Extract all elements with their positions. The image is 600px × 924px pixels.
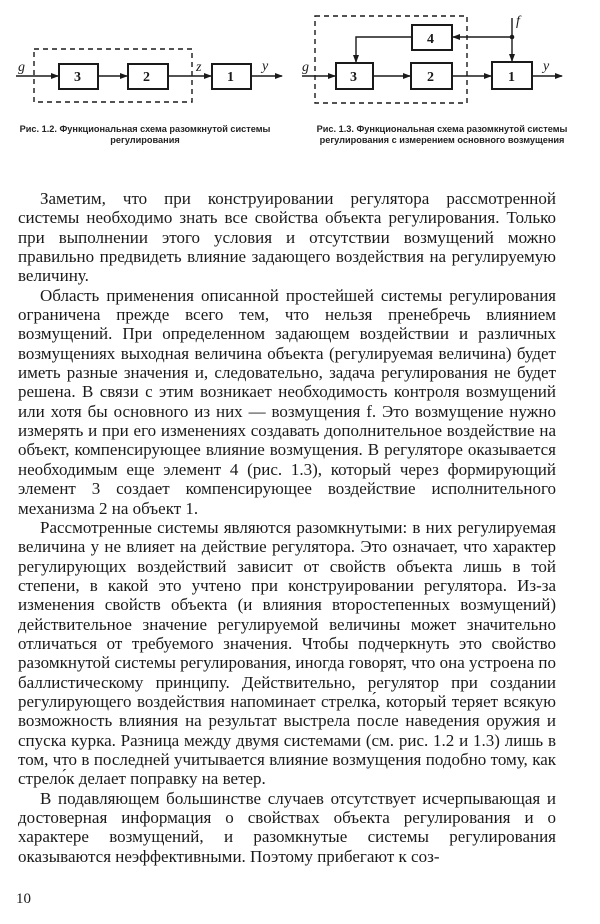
paragraph: Рассмотренные системы являются разомкнутыми: в них регулируемая величина y не влияет на действие регулятора. Это означает, что характер регулирующих воздействий зависит от свойств объекта лишь в той степени, в какой это учтено при конструировании регулятора. Из-за изменения свойств объекта (и влияния второстепенных возмущений) действительное значение регулируемой величины может значительно отличаться от требуемого значения. Чтобы подчеркнуть это свойство разомкнутой системы регулирования, иногда говорят, что она устроена по баллистическому принципу. Действительно, регулятор при создании регулирующего воздействия напоминает стрелка́, который теряет всякую возможность влияния на результат выстрела после наведения оружия и спуска курка. Разница между двумя системами (см. рис. 1.2 и 1.3) лишь в том, что в последней учитывается влияние возмущения подобно тому, как стрело́к делает поправку на ветер. (18, 517, 556, 789)
fig12-block3-label: 3 (74, 70, 81, 85)
fig12-output-label: y (262, 59, 269, 74)
paragraph: В подавляющем большинстве случаев отсутствует исчерпывающая и достоверная информация о свойствах объекта регулирования и о характере возмущений, и разомкнутые системы регулирования оказываются неэффективными. Поэтому прибегают к соз- (18, 788, 556, 866)
fig12-input-label: g (18, 60, 25, 75)
figure-1-2-caption: Рис. 1.2. Функциональная схема разомкнутой системы регулирования (19, 124, 271, 145)
fig12-z-label: z (196, 60, 202, 75)
branch-point (510, 35, 515, 40)
page-number: 10 (16, 891, 31, 907)
fig13-block2-label: 2 (427, 70, 434, 85)
fig13-output-label: y (543, 59, 550, 74)
fig12-block1-label: 1 (227, 70, 234, 85)
fig12-block2-label: 2 (143, 70, 150, 85)
body-text (18, 189, 556, 866)
fig13-block1-label: 1 (508, 70, 515, 85)
figure-1-3-diagram (302, 16, 562, 103)
fig13-disturbance-label: f (516, 14, 520, 29)
fig13-block4-label: 4 (427, 32, 434, 47)
fig13-block3-label: 3 (350, 70, 357, 85)
figure-1-3-caption: Рис. 1.3. Функциональная схема разомкнутой системы регулирования с измерением основного возмущения (316, 124, 568, 145)
paragraph: Заметим, что при конструировании регулятора рассмотренной системы необходимо знать все свойства объекта регулирования. Только при выполнении этого условия и отсутствии возмущений можно правильно предвидеть влияние задающего воздействия на регулируемую величину. (18, 189, 556, 286)
paragraph: Область применения описанной простейшей системы регулирования ограничена прежде всего тем, что нельзя пренебречь влиянием возмущений. При определенном задающем воздействии и различных возмущениях выходная величина объекта (регулируемая величина) будет иметь разные значения и, следовательно, задача регулирования не будет решена. В связи с этим возникает необходимость контроля возмущений или хотя бы основного из них — возмущения f. Это возмущение нужно измерять и при его изменениях создавать дополнительное воздействие на объект, компенсирующее влияние возмущения. В регуляторе оказывается необходимым еще элемент 4 (рис. 1.3), который через формирующий элемент 3 создает компенсирующее воздействие исполнительного механизма 2 на объект 1. (18, 285, 556, 518)
fig13-input-label: g (302, 60, 309, 75)
